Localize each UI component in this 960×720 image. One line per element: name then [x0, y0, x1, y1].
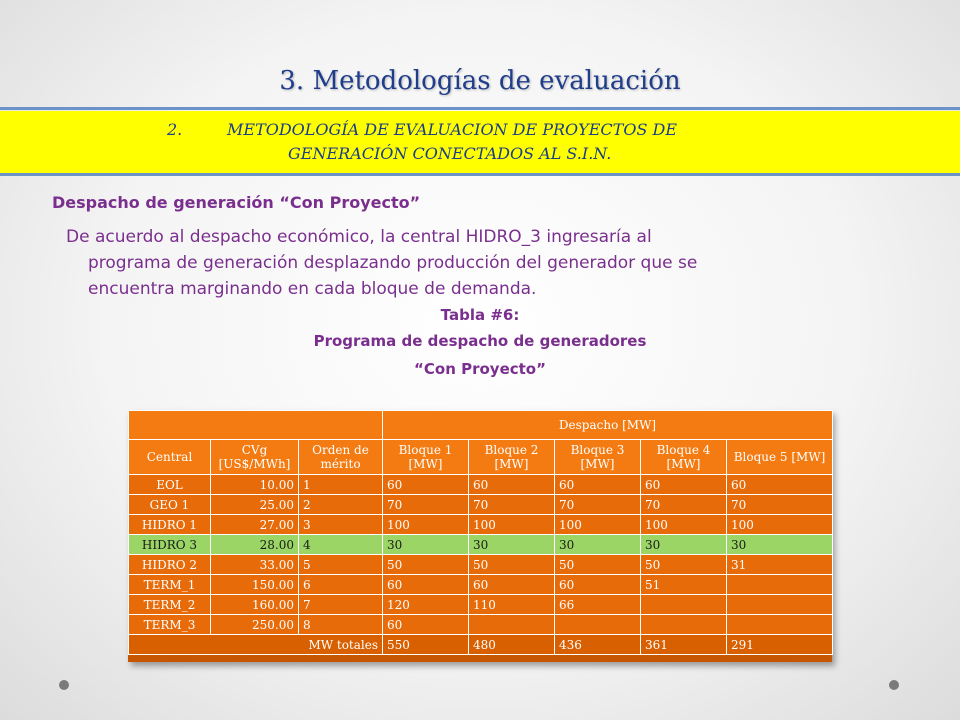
cell-b1: 120: [383, 595, 469, 615]
cell-b1: 60: [383, 575, 469, 595]
left-bullet-dot: [59, 680, 69, 690]
banner-line-1: METODOLOGÍA DE EVALUACION DE PROYECTOS DE: [227, 120, 677, 139]
cell-b1: 70: [383, 495, 469, 515]
table-row: [129, 535, 833, 555]
dispatch-table: [128, 410, 833, 655]
cell-b5: [727, 575, 833, 595]
total-bloque-1: 550: [383, 635, 469, 655]
total-bloque-3: 436: [555, 635, 641, 655]
table-row: [129, 515, 833, 535]
cell-b5: [727, 595, 833, 615]
cell-b2: 110: [469, 595, 555, 615]
cell-b3: 66: [555, 595, 641, 615]
cell-orden: 8: [299, 615, 383, 635]
cell-cvg: 150.00: [211, 575, 299, 595]
cell-b1: 100: [383, 515, 469, 535]
col-header-orden: Orden de mérito: [299, 440, 383, 475]
cell-b4: 30: [641, 535, 727, 555]
subheading: Despacho de generación “Con Proyecto”: [52, 193, 421, 212]
col-header-bloque-5: Bloque 5 [MW]: [727, 440, 833, 475]
title-divider: [0, 107, 960, 110]
cell-b4: 100: [641, 515, 727, 535]
cell-b2: 60: [469, 575, 555, 595]
cell-b5: 30: [727, 535, 833, 555]
cell-b1: 60: [383, 615, 469, 635]
body-paragraph: [66, 224, 866, 302]
cell-b5: 100: [727, 515, 833, 535]
cell-b3: 100: [555, 515, 641, 535]
cell-b4: 50: [641, 555, 727, 575]
cell-cvg: 27.00: [211, 515, 299, 535]
paragraph-line-3: encuentra marginando en cada bloque de demanda.: [88, 279, 537, 299]
cell-b3: 60: [555, 575, 641, 595]
cell-b1: 50: [383, 555, 469, 575]
table-row: [129, 595, 833, 615]
cell-orden: 6: [299, 575, 383, 595]
cell-b5: 70: [727, 495, 833, 515]
total-bloque-4: 361: [641, 635, 727, 655]
cell-cvg: 250.00: [211, 615, 299, 635]
cell-b3: 30: [555, 535, 641, 555]
cell-b4: [641, 595, 727, 615]
cell-central: HIDRO 2: [129, 555, 211, 575]
cell-b4: [641, 615, 727, 635]
cell-orden: 1: [299, 475, 383, 495]
col-header-central: Central: [129, 440, 211, 475]
cell-central: TERM_1: [129, 575, 211, 595]
cell-central: TERM_3: [129, 615, 211, 635]
cell-cvg: 28.00: [211, 535, 299, 555]
cell-orden: 7: [299, 595, 383, 615]
table-caption-number: Tabla #6:: [440, 306, 520, 324]
cell-b1: 60: [383, 475, 469, 495]
table-body: [129, 475, 833, 635]
cell-b2: 70: [469, 495, 555, 515]
cell-central: GEO 1: [129, 495, 211, 515]
cell-b4: 70: [641, 495, 727, 515]
section-banner: [0, 111, 960, 176]
header-blank-cell: [129, 411, 383, 440]
cell-central: HIDRO 3: [129, 535, 211, 555]
cell-b1: 30: [383, 535, 469, 555]
cell-b3: 70: [555, 495, 641, 515]
cell-central: EOL: [129, 475, 211, 495]
col-header-bloque-3: Bloque 3 [MW]: [555, 440, 641, 475]
table-row: [129, 555, 833, 575]
cell-orden: 4: [299, 535, 383, 555]
cell-orden: 3: [299, 515, 383, 535]
cell-cvg: 10.00: [211, 475, 299, 495]
table-row: [129, 575, 833, 595]
table-row: [129, 495, 833, 515]
cell-b5: 60: [727, 475, 833, 495]
col-header-bloque-2: Bloque 2 [MW]: [469, 440, 555, 475]
total-bloque-2: 480: [469, 635, 555, 655]
cell-b3: [555, 615, 641, 635]
cell-b2: 50: [469, 555, 555, 575]
table-caption-subtitle: “Con Proyecto”: [414, 360, 546, 378]
cell-b3: 50: [555, 555, 641, 575]
cell-cvg: 160.00: [211, 595, 299, 615]
col-header-bloque-4: Bloque 4 [MW]: [641, 440, 727, 475]
group-header-despacho: Despacho [MW]: [383, 411, 833, 440]
paragraph-line-1: De acuerdo al despacho económico, la central HIDRO_3 ingresaría al: [66, 227, 652, 247]
dispatch-table-container: [128, 410, 832, 662]
col-header-cvg: CVg [US$/MWh]: [211, 440, 299, 475]
cell-b2: 60: [469, 475, 555, 495]
cell-orden: 2: [299, 495, 383, 515]
table-caption-title: Programa de despacho de generadores: [313, 332, 647, 350]
col-header-bloque-1: Bloque 1 [MW]: [383, 440, 469, 475]
cell-cvg: 33.00: [211, 555, 299, 575]
paragraph-line-2: programa de generación desplazando producción del generador que se: [88, 253, 698, 273]
banner-number: 2.: [167, 120, 183, 139]
right-bullet-dot: [889, 680, 899, 690]
cell-orden: 5: [299, 555, 383, 575]
cell-b3: 60: [555, 475, 641, 495]
totals-label: MW totales: [129, 635, 383, 655]
cell-central: TERM_2: [129, 595, 211, 615]
cell-b5: 31: [727, 555, 833, 575]
table-row: [129, 615, 833, 635]
cell-b4: 51: [641, 575, 727, 595]
cell-b2: 100: [469, 515, 555, 535]
cell-b5: [727, 615, 833, 635]
cell-b4: 60: [641, 475, 727, 495]
slide-title: 3. Metodologías de evaluación: [279, 66, 681, 96]
cell-central: HIDRO 1: [129, 515, 211, 535]
banner-line-2: GENERACIÓN CONECTADOS AL S.I.N.: [288, 144, 612, 163]
table-row: [129, 475, 833, 495]
cell-b2: 30: [469, 535, 555, 555]
total-bloque-5: 291: [727, 635, 833, 655]
cell-b2: [469, 615, 555, 635]
cell-cvg: 25.00: [211, 495, 299, 515]
